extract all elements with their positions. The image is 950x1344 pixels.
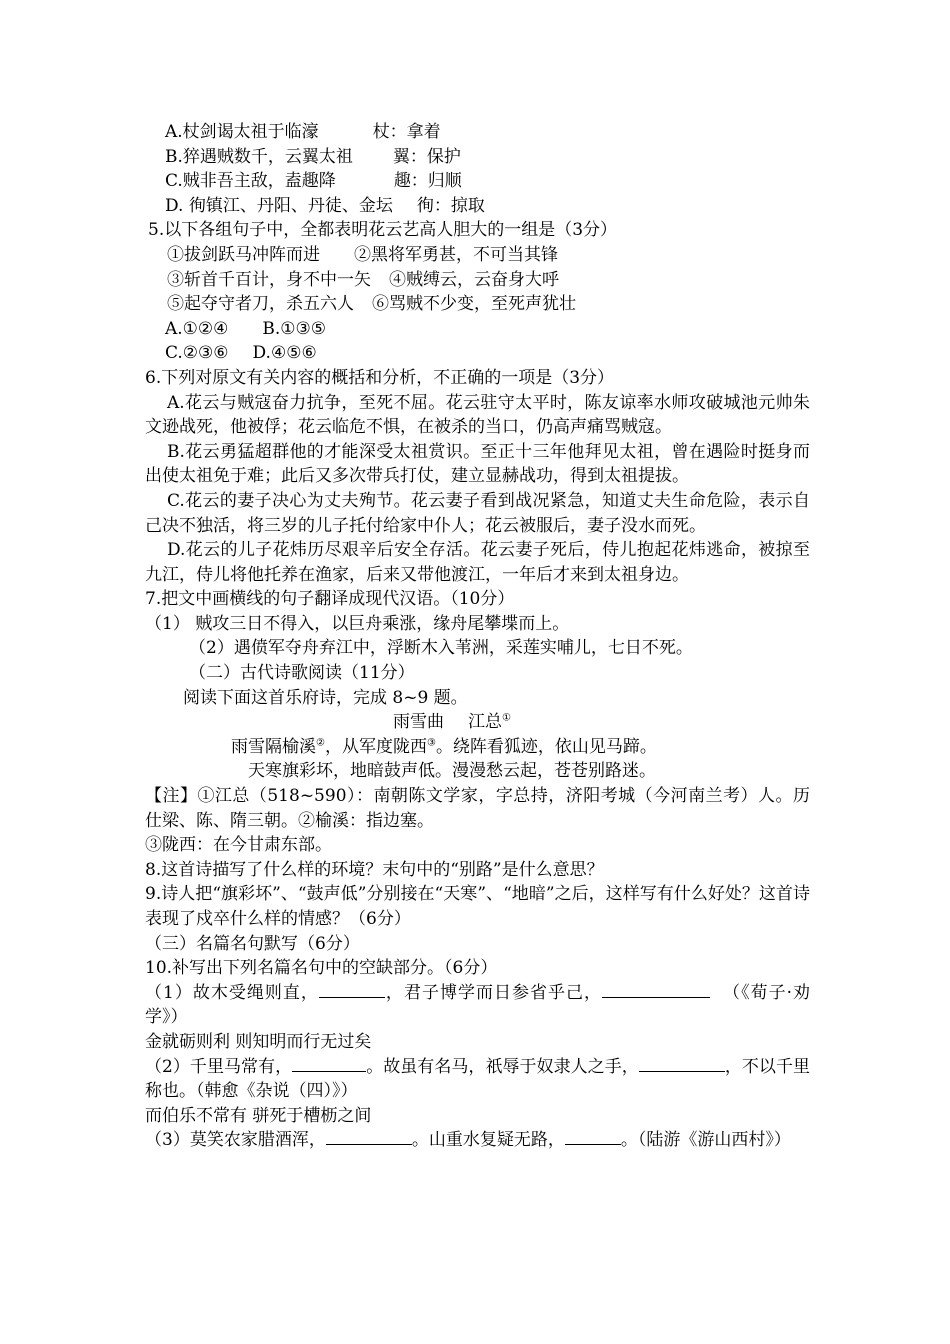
q7-sentence-1: （1） 贼攻三日不得入，以巨舟乘涨，缘舟尾攀堞而上。 xyxy=(145,613,570,634)
q5-choice-row xyxy=(145,341,810,366)
q10-item-3 xyxy=(145,1128,810,1153)
q5-stem: 5.以下各组句子中，全都表明花云艺高人胆大的一组是（3分） xyxy=(148,220,618,241)
footnote-mark: ③ xyxy=(426,737,436,749)
q5-choice: B.①③⑤ xyxy=(262,318,327,339)
q4-option-c xyxy=(145,169,810,194)
option-text: B.猝遇贼数千，云翼太祖 xyxy=(165,146,353,167)
q8: 8.这首诗描写了什么样的环境？末句中的“别路”是什么意思？ xyxy=(145,859,604,880)
answer-blank[interactable] xyxy=(319,981,385,998)
q6-option-d: D.花云的儿子花炜历尽艰辛后安全存活。花云妻子死后，侍儿抱起花炜逃命，被掠至九江，侍儿将他托养在渔家，后来又带他渡江，一年后才来到太祖身边。 xyxy=(145,540,810,585)
q10-text: （2）千里马常有， xyxy=(145,1056,293,1077)
poem-text: ，从军度陇西 xyxy=(324,736,427,757)
q5-item: ⑥骂贼不少变，至死声犹壮 xyxy=(372,294,576,315)
q10-stem: 10.补写出下列名篇名句中的空缺部分。（6分） xyxy=(145,958,498,979)
q5-choice: D.④⑤⑥ xyxy=(252,343,317,364)
q4-option-d xyxy=(145,194,810,219)
q5-choice: A.①②④ xyxy=(165,318,229,339)
option-gloss: 杖：拿着 xyxy=(372,122,441,142)
q9: 9.诗人把“旗彩坏”、“鼓声低”分别接在“天寒”、“地暗”之后，这样写有什么好处？这首诗表现了戍卒什么样的情感？（6分） xyxy=(145,884,810,929)
q5-item: ③斩首千百计，身不中一矢 xyxy=(167,269,371,290)
q6-option-c: C.花云的妻子决心为丈夫殉节。花云妻子看到战况紧急，知道丈夫生命危险，表示自己决不独活，将三岁的儿子托付给家中仆人；花云被服后，妻子没水而死。 xyxy=(145,490,810,536)
poem-notes-2: ③陇西：在今甘肃东部。 xyxy=(145,835,332,856)
q7-stem: 7.把文中画横线的句子翻译成现代汉语。（10分） xyxy=(145,589,515,610)
answer-blank[interactable] xyxy=(565,1128,621,1145)
q10-text: ，不以千里称也。（韩愈《杂说（四）》） xyxy=(145,1056,811,1102)
q10-text: 。故虽有名马，祇辱于奴隶人之手， xyxy=(366,1056,639,1077)
q6-option-a: A.花云与贼寇奋力抗争，至死不屈。花云驻守太平时，陈友谅率水师攻破城池元帅朱文逊战死，他被俘；花云临危不惧，在被杀的当口，仍高声痛骂贼寇。 xyxy=(145,392,810,438)
q5-item-row xyxy=(145,243,810,268)
option-text: D. 徇镇江、丹阳、丹徒、金坛 xyxy=(165,195,393,216)
poem-line-2: 天寒旗彩坏，地暗鼓声低。漫漫愁云起，苍苍别路迷。 xyxy=(248,761,656,782)
document-body xyxy=(145,120,810,1153)
q6-option-b: B.花云勇猛超群他的才能深受太祖赏识。至正十三年他拜见太祖，曾在遇险时挺身而出使太祖免于难；此后又多次带兵打仗，建立显赫战功，得到太祖提拔。 xyxy=(145,441,810,487)
q5-item-row xyxy=(145,268,810,293)
q10-text: （1）故木受绳则直， xyxy=(145,982,319,1003)
q10-answer-1: 金就砺则利 则知明而行无过矣 xyxy=(145,1031,372,1052)
q10-text: 。山重水复疑无路， xyxy=(411,1130,565,1151)
option-text: A.杖剑谒太祖于临濠 xyxy=(165,122,319,142)
q6-stem: 6.下列对原文有关内容的概括和分析，不正确的一项是（3分） xyxy=(145,367,615,388)
option-gloss: 翼：保护 xyxy=(392,146,461,167)
q10-text: （《荀子·劝学》） xyxy=(145,982,811,1028)
q10-item-1 xyxy=(145,981,810,1030)
section-3-title: （三）名篇名句默写（6分） xyxy=(145,933,360,954)
option-gloss: 徇：掠取 xyxy=(416,195,485,216)
answer-blank[interactable] xyxy=(292,1055,366,1072)
option-text: C.贼非吾主敌，盍趣降 xyxy=(165,171,336,192)
q5-choice-row xyxy=(145,317,810,342)
q5-item: ⑤起夺守者刀，杀五六人 xyxy=(167,294,354,315)
answer-blank[interactable] xyxy=(639,1055,725,1072)
q10-answer-2: 而伯乐不常有 骈死于槽枥之间 xyxy=(145,1105,372,1126)
q5-item: ①拔剑跃马冲阵而进 xyxy=(167,244,320,265)
poem-title: 雨雪曲 xyxy=(393,712,444,733)
q4-option-b xyxy=(145,145,810,170)
q10-item-2 xyxy=(145,1055,810,1104)
q5-item: ②黑将军勇甚，不可当其锋 xyxy=(354,244,558,265)
answer-blank[interactable] xyxy=(602,981,710,998)
q5-item: ④贼缚云，云奋身大呼 xyxy=(389,269,559,290)
option-gloss: 趣：归顺 xyxy=(393,171,462,192)
q4-option-a xyxy=(145,120,810,145)
section-2-intro: 阅读下面这首乐府诗，完成 8~9 题。 xyxy=(183,687,468,708)
footnote-mark: ① xyxy=(502,712,511,724)
footnote-mark: ② xyxy=(316,737,325,749)
poem-author: 江总 xyxy=(468,712,502,733)
section-2-title: （二）古代诗歌阅读（11分） xyxy=(189,663,415,684)
poem-notes: 【注】①江总（518~590）：南朝陈文学家，字总持，济阳考城（今河南兰考）人。历仕梁、陈、隋三朝。②榆溪：指边塞。 xyxy=(145,786,810,831)
poem-line-1 xyxy=(145,735,810,760)
q5-item-row xyxy=(145,292,810,317)
q5-choice: C.②③⑥ xyxy=(165,343,229,364)
answer-blank[interactable] xyxy=(326,1128,412,1145)
q10-text: 。（陆游《游山西村》） xyxy=(620,1130,791,1151)
poem-heading xyxy=(145,710,810,735)
q10-text: （3）莫笑农家腊酒浑， xyxy=(145,1130,326,1151)
poem-text: 。绕阵看狐迹，依山见马蹄。 xyxy=(435,736,657,757)
q10-text: ，君子博学而日参省乎己， xyxy=(384,982,603,1003)
q7-sentence-2: （2）遇偾军夺舟弃江中，浮断木入苇洲，采莲实哺儿，七日不死。 xyxy=(189,638,693,659)
poem-text: 雨雪隔榆溪 xyxy=(231,736,316,757)
